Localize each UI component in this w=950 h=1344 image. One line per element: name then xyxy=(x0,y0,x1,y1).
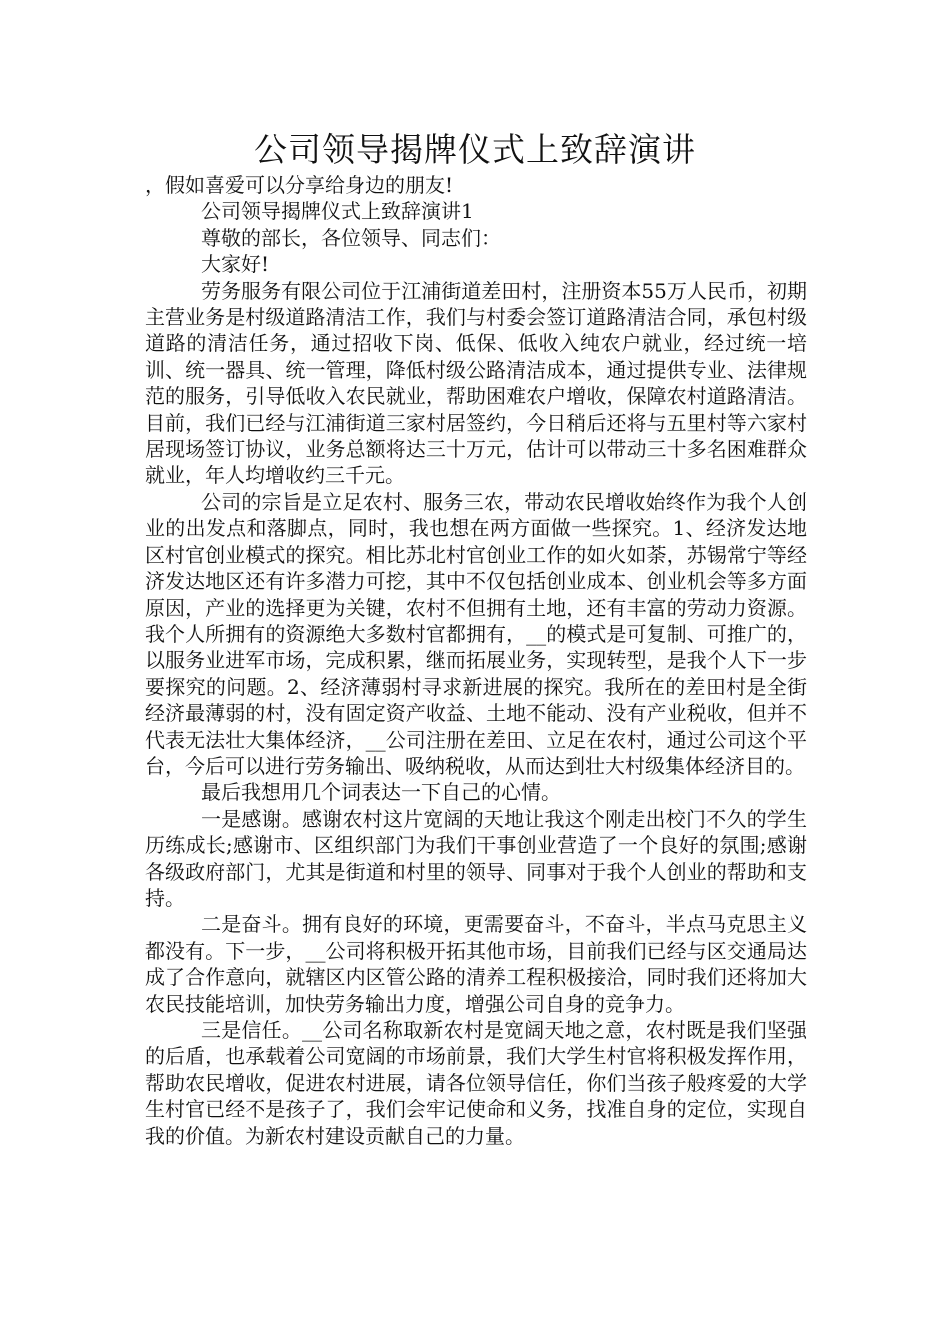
paragraph-company-purpose: 公司的宗旨是立足农村、服务三农，带动农民增收始终作为我个人创业的出发点和落脚点，同时，我也想在两方面做一些探究。1、经济发达地区村官创业模式的探究。相比苏北村官创业工作的如火如荼，苏锡常宁等经济发达地区还有许多潜力可挖，其中不仅包括创业成本、创业机会等多方面原因，产业的选择更为关键，农村不但拥有土地，还有丰富的劳动力资源。我个人所拥有的资源绝大多数村官都拥有，__的模式是可复制、可推广的，以服务业进军市场，完成积累，继而拓展业务，实现转型，是我个人下一步要探究的问题。2、经济薄弱村寻求新进展的探究。我所在的差田村是全街经济最薄弱的村，没有固定资产收益、土地不能动、没有产业税收，但并不代表无法壮大集体经济，__公司注册在差田、立足在农村，通过公司这个平台，今后可以进行劳务输出、吸纳税收，从而达到壮大村级集体经济目的。 xyxy=(145,489,807,778)
document-body xyxy=(145,172,807,1149)
salutation: 尊敬的部长，各位领导、同志们： xyxy=(201,225,501,250)
paragraph-feelings-intro: 最后我想用几个词表达一下自己的心情。 xyxy=(201,780,561,805)
section-heading: 公司领导揭牌仪式上致辞演讲1 xyxy=(201,199,474,224)
paragraph-trust: 三是信任。__公司名称取新农村是宽阔天地之意，农村既是我们坚强的后盾，也承载着公司宽阔的市场前景，我们大学生村官将积极发挥作用，帮助农民增收，促进农村进展，请各位领导信任，你们当孩子般疼爱的大学生村官已经不是孩子了，我们会牢记使命和义务，找准自身的定位，实现自我的价值。为新农村建设贡献自己的力量。 xyxy=(145,1018,807,1148)
document-title: 公司领导揭牌仪式上致辞演讲 xyxy=(254,130,696,169)
greeting: 大家好! xyxy=(201,252,270,277)
paragraph-gratitude: 一是感谢。感谢农村这片宽阔的天地让我这个刚走出校门不久的学生历练成长;感谢市、区组织部门为我们干事创业营造了一个良好的氛围;感谢各级政府部门，尤其是街道和村里的领导、同事对于我个人创业的帮助和支持。 xyxy=(145,806,807,910)
share-note: ，假如喜爱可以分享给身边的朋友! xyxy=(145,173,454,197)
paragraph-striving: 二是奋斗。拥有良好的环境，更需要奋斗，不奋斗，半点马克思主义都没有。下一步，__公司将积极开拓其他市场，目前我们已经与区交通局达成了合作意向，就辖区内区管公路的清养工程积极接洽，同时我们还将加大农民技能培训，加快劳务输出力度，增强公司自身的竞争力。 xyxy=(145,912,807,1016)
paragraph-company-intro: 劳务服务有限公司位于江浦街道差田村，注册资本55万人民币，初期主营业务是村级道路清洁工作，我们与村委会签订道路清洁合同，承包村级道路的清洁任务，通过招收下岗、低保、低收入纯农户就业，经过统一培训、统一器具、统一管理，降低村级公路清洁成本，通过提供专业、法律规范的服务，引导低收入农民就业，帮助困难农户增收，保障农村道路清洁。目前，我们已经与江浦街道三家村居签约，今日稍后还将与五里村等六家村居现场签订协议，业务总额将达三十万元，估计可以带动三十多名困难群众就业，年人均增收约三千元。 xyxy=(145,278,807,488)
